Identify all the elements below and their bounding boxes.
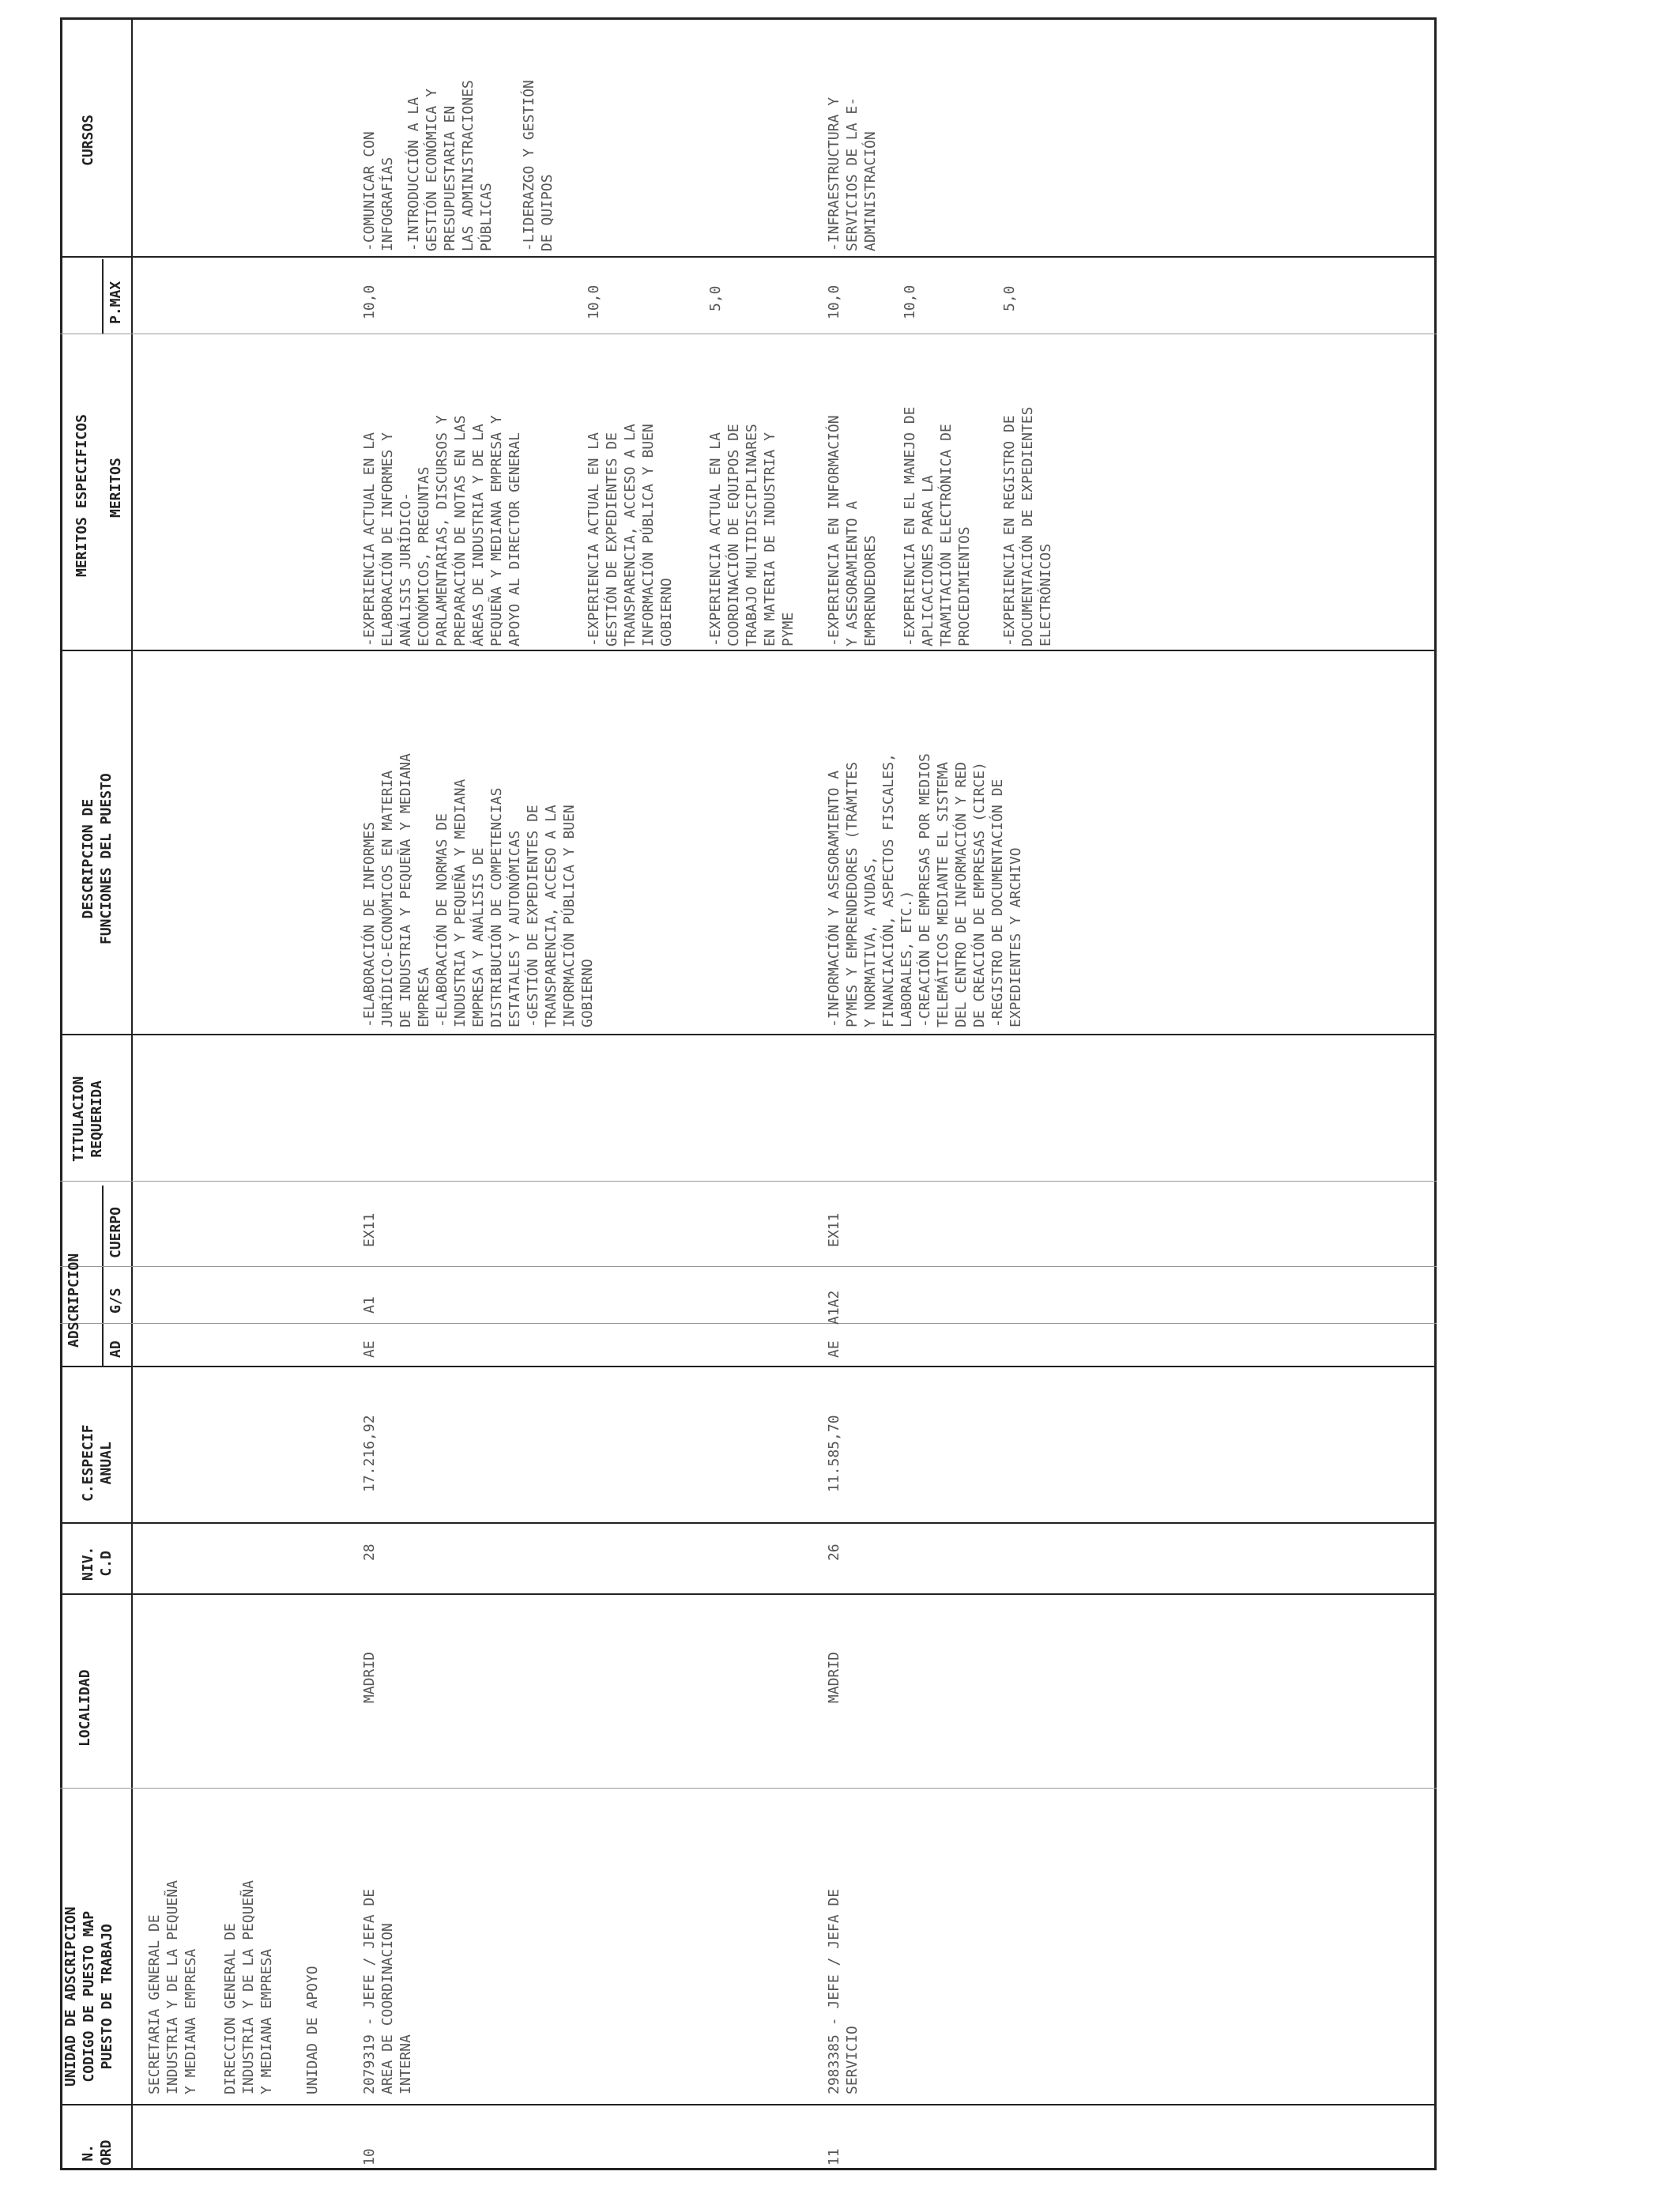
row11-merito-3: -EXPERIENCIA EN REGISTRO DE DOCUMENTACIÓN DE EXPEDIENTES ELECTRÓNICOS xyxy=(1001,406,1054,647)
header-divider xyxy=(131,17,133,2170)
row11-ad: AE xyxy=(826,1340,842,1358)
row11-niv: 26 xyxy=(826,1544,842,1561)
row10-pmax-1: 10,0 xyxy=(361,285,378,319)
row11-puesto: 2983385 - JEFE / JEFA DE SERVICIO xyxy=(826,1888,861,2094)
header-gs: G/S xyxy=(107,1287,124,1314)
row10-ad: AE xyxy=(361,1340,378,1358)
row11-c-especif: 11.585,70 xyxy=(826,1415,842,1492)
row10-descripcion: -ELABORACIÓN DE INFORMES JURÍDICO-ECONÓMICOS EN MATERIA DE INDUSTRIA Y PEQUEÑA Y MEDIANA EMPRESA -ELABORACIÓN DE NORMAS DE INDUSTRIA Y PEQUEÑA Y MEDIANA EMPRESA Y ANÁLISIS DE DISTRIBUCIÓN DE COMPETENCIAS ESTATALES Y AUTONÓMICAS -GESTIÓN DE EXPEDIENTES DE TRANSPARENCIA, ACCESO A LA INFORMACIÓN PÚBLICA Y BUEN GOBIERNO xyxy=(361,753,596,1027)
unit-direccion: DIRECCION GENERAL DE INDUSTRIA Y DE LA PEQUEÑA Y MEDIANA EMPRESA xyxy=(222,1880,275,2094)
col-sep-titulacion xyxy=(60,1181,1437,1182)
row11-descripcion: -INFORMACIÓN Y ASESORAMIENTO A PYMES Y EMPRENDEDORES (TRÁMITES Y NORMATIVA, AYUDAS, FINANCIACIÓN, ASPECTOS FISCALES, LABORALES, ETC.) -CREACIÓN DE EMPRESAS POR MEDIOS TELEMÁTICOS MEDIANTE EL SISTEMA DEL CENTRO DE INFORMACIÓN Y RED DE CREACIÓN DE EMPRESAS (CIRCE) -REGISTRO DE DOCUMENTACIÓN DE EXPEDIENTES Y ARCHIVO xyxy=(826,753,1024,1027)
header-descripcion: DESCRIPCION DE FUNCIONES DEL PUESTO xyxy=(80,773,115,944)
row11-pmax-2: 10,0 xyxy=(902,285,918,319)
row11-pmax-1: 10,0 xyxy=(826,285,842,319)
row10-pmax-3: 5,0 xyxy=(707,285,724,311)
row10-cuerpo: EX11 xyxy=(361,1212,378,1247)
col-sep-descripcion xyxy=(60,1034,1437,1035)
unit-secretaria: SECRETARIA GENERAL DE INDUSTRIA Y DE LA PEQUEÑA Y MEDIANA EMPRESA xyxy=(146,1880,199,2094)
col-sep-meritos xyxy=(60,650,1437,651)
header-cursos: CURSOS xyxy=(80,114,96,166)
col-sep-niv xyxy=(60,1593,1437,1595)
header-c-especif: C.ESPECIF ANUAL xyxy=(80,1424,115,1502)
header-ad: AD xyxy=(107,1340,124,1358)
col-sep-cursos xyxy=(60,256,1437,258)
header-niv: NIV. C.D xyxy=(80,1546,115,1581)
header-titulacion: TITULACION REQUERIDA xyxy=(70,1076,105,1162)
col-sep-ad xyxy=(60,1366,1437,1367)
unit-apoyo: UNIDAD DE APOYO xyxy=(304,1966,321,2094)
row11-merito-2: -EXPERIENCIA EN EL MANEJO DE APLICACIONES PARA LA TRAMITACIÓN ELECTRÓNICA DE PROCEDIMIENTOS xyxy=(902,406,973,647)
row10-n: 10 xyxy=(361,2148,378,2166)
row11-localidad: MADRID xyxy=(826,1651,842,1703)
row10-curso-1: -COMUNICAR CON INFOGRAFÍAS xyxy=(361,131,396,251)
header-meritos: MERITOS xyxy=(107,458,124,518)
row10-curso-3: -LIDERAZGO Y GESTIÓN DE QUIPOS xyxy=(521,80,556,251)
col-sep-unidad xyxy=(60,2104,1437,2105)
header-pmax: P.MAX xyxy=(107,281,124,324)
row10-niv: 28 xyxy=(361,1544,378,1561)
row11-pmax-3: 5,0 xyxy=(1001,285,1018,311)
row10-pmax-2: 10,0 xyxy=(586,285,602,319)
col-sep-localidad xyxy=(60,1788,1437,1789)
table-frame xyxy=(60,17,1437,2170)
row11-curso-1: -INFRAESTRUCTURA Y SERVICIOS DE LA E- ADMINISTRACIÓN xyxy=(826,96,879,251)
header-adscripcion: ADSCRIPCION xyxy=(66,1253,82,1348)
row10-localidad: MADRID xyxy=(361,1651,378,1703)
header-cuerpo: CUERPO xyxy=(107,1206,124,1258)
row11-cuerpo: EX11 xyxy=(826,1212,842,1247)
row10-curso-2: -INTRODUCCIÓN A LA GESTIÓN ECONÓMICA Y PRESUPUESTARIA EN LAS ADMINISTRACIONES PÚBLICAS xyxy=(405,80,495,251)
row10-gs: A1 xyxy=(361,1296,378,1314)
row10-puesto: 2079319 - JEFE / JEFA DE AREA DE COORDINACION INTERNA xyxy=(361,1888,414,2094)
row10-c-especif: 17.216,92 xyxy=(361,1415,378,1492)
header-unidad: UNIDAD DE ADSCRIPCION CODIGO DE PUESTO MAP PUESTO DE TRABAJO xyxy=(62,1906,115,2087)
col-sep-gs xyxy=(60,1323,1437,1324)
row11-gs: A1A2 xyxy=(826,1290,842,1325)
header-n-ord: N. ORD xyxy=(80,2139,115,2166)
adscripcion-subheader-divider xyxy=(102,1186,104,1367)
row10-merito-3: -EXPERIENCIA ACTUAL EN LA COORDINACIÓN DE EQUIPOS DE TRABAJO MULTIDISCIPLINARES EN MATERIA DE INDUSTRIA Y PYME xyxy=(707,424,797,647)
header-meritos-especificos: MERITOS ESPECIFICOS xyxy=(73,414,90,577)
row11-merito-1: -EXPERIENCIA EN INFORMACIÓN Y ASESORAMIENTO A EMPRENDEDORES xyxy=(826,415,879,647)
row10-merito-2: -EXPERIENCIA ACTUAL EN LA GESTIÓN DE EXPEDIENTES DE TRANSPARENCIA, ACCESO A LA INFORMACIÓN PÚBLICA Y BUEN GOBIERNO xyxy=(586,424,675,647)
meritos-subheader-divider xyxy=(102,259,104,334)
col-sep-cespecif xyxy=(60,1522,1437,1524)
col-sep-cuerpo xyxy=(60,1266,1437,1267)
row10-merito-1: -EXPERIENCIA ACTUAL EN LA ELABORACIÓN DE INFORMES Y ANÁLISIS JURÍDICO- ECONÓMICOS, PREGUNTAS PARLAMENTARIAS, DISCURSOS Y PREPARACIÓN DE NOTAS EN LAS ÁREAS DE INDUSTRIA Y DE LA PEQUEÑA Y MEDIANA EMPRESA Y APOYO AL DIRECTOR GENERAL xyxy=(361,415,523,647)
row11-n: 11 xyxy=(826,2148,842,2166)
header-localidad: LOCALIDAD xyxy=(77,1669,93,1747)
